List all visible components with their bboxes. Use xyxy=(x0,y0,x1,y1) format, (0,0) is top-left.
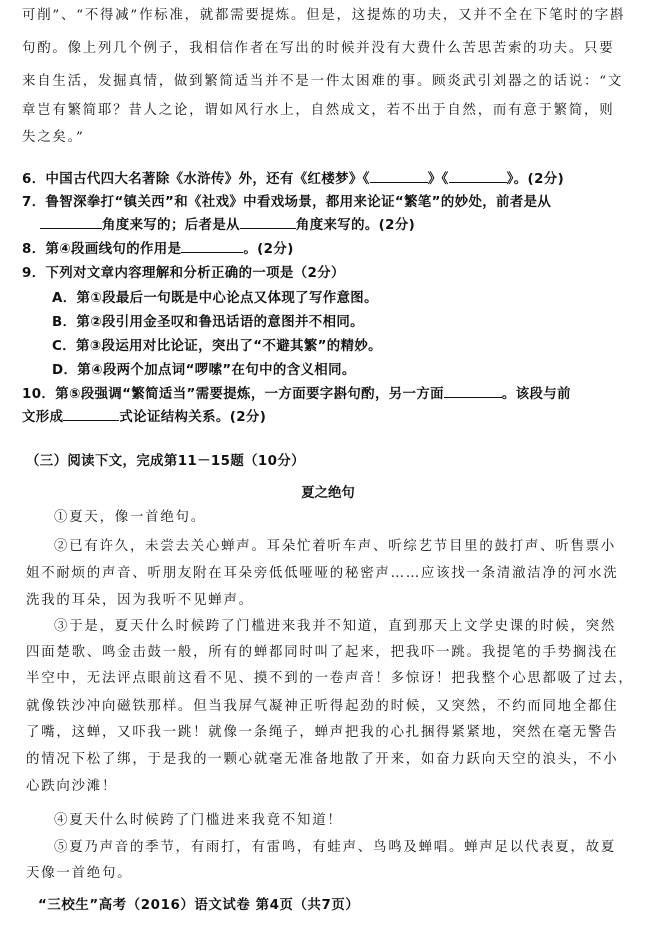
para-5-line: ⑤夏乃声音的季节，有雨打，有雷鸣，有蛙声、鸟鸣及蝉唱。蝉声足以代表夏，故夏 xyxy=(54,840,617,855)
passage-line: 章岂有繁简耶？昔人之论，谓如风行水上，自然成文，若不出于自然，而有意于繁简，则 xyxy=(22,103,615,118)
q6-blank-2[interactable] xyxy=(449,170,507,183)
page-footer: “三校生”高考（2016）语文试卷 第4页（共7页） xyxy=(38,898,360,913)
question-6 xyxy=(22,170,638,190)
para-3-line: 四面楚歌、鸣金击鼓一般，所有的蝉都同时叫了起来，把我吓一跳。我提笔的手势搁浅在 xyxy=(26,645,619,660)
para-3-line: 的情况下松了绑，于是我的一颗心就毫无准备地散了开来，如奋力跃向天空的浪头，不小 xyxy=(26,752,619,767)
q6-blank-1[interactable] xyxy=(370,170,428,183)
question-7-line1: 7．鲁智深拳打“镇关西”和《社戏》中看戏场景，都用来论证“繁笔”的妙处，前者是从 xyxy=(22,195,552,210)
passage-line: 句酌。像上列几个例子，我相信作者在写出的时候并没有大费什么苦思苦索的功夫。只要 xyxy=(22,41,615,56)
question-10-line1 xyxy=(22,385,638,405)
q10-pre: 10．第⑤段强调“繁简适当”需要提炼，一方面要字斟句酌，另一方面 xyxy=(22,387,444,402)
para-2-line: 洗我的耳朵，因为我听不见蝉声。 xyxy=(26,593,254,608)
para-3-line: 了嘴，这蝉，又吓我一跳！就像一条绳子，蝉声把我的心扎捆得紧紧地，突然在毫无警告 xyxy=(26,725,619,740)
passage-line: 来自生活，发掘真情，做到繁简适当并不是一件太困难的事。顾炎武引刘器之的话说：“文 xyxy=(22,74,624,89)
question-10-line2 xyxy=(22,408,638,428)
q8-post: 。(2分) xyxy=(243,242,294,257)
question-8 xyxy=(22,240,638,260)
q7-blank-1[interactable] xyxy=(40,216,102,229)
q8-blank[interactable] xyxy=(181,240,243,253)
article-title: 夏之绝句 xyxy=(301,486,355,501)
para-3-line: 半空中，无法评点眼前这看不见、摸不到的一卷声音！多惊讶！把我整个心思都吸了过去， xyxy=(26,671,634,686)
q6-pre: 6．中国古代四大名著除《水浒传》外，还有《红楼梦》《 xyxy=(22,172,370,187)
passage-line: 失之矣。” xyxy=(22,130,85,145)
para-4: ④夏天什么时候跨了门槛进来我竟不知道！ xyxy=(54,813,343,828)
para-2-line: ②已有许久，未尝去关心蝉声。耳朵忙着听车声、听综艺节目里的鼓打声、听售票小 xyxy=(54,539,617,554)
q6-mid: 》《 xyxy=(427,172,449,187)
question-9-stem: 9．下列对文章内容理解和分析正确的一项是（2分） xyxy=(22,266,345,281)
q9-option-b[interactable]: B．第②段引用金圣叹和鲁迅话语的意图并不相同。 xyxy=(52,315,364,330)
q10-line2-pre: 文形成 xyxy=(22,410,64,425)
q6-post: 》。(2分) xyxy=(506,172,565,187)
para-5-line: 天像一首绝句。 xyxy=(26,866,133,881)
section-heading: （三）阅读下文，完成第11－15题（10分） xyxy=(26,454,305,469)
q7-a: 角度来写的；后者是从 xyxy=(102,218,240,233)
para-2-line: 姐不耐烦的声音、听朋友附在耳朵旁低低哑哑的秘密声……应该找一条清澈洁净的河水洗 xyxy=(26,566,619,581)
q7-b: 角度来写的。(2分) xyxy=(295,218,416,233)
q10-line2-post: 式论证结构关系。(2分) xyxy=(119,410,267,425)
q9-option-c[interactable]: C．第③段运用对比论证，突出了“不避其繁”的精妙。 xyxy=(52,339,382,354)
passage-line: 可削”、“不得减”作标准，就都需要提炼。但是，这提炼的功夫，又并不全在下笔时的字斟 xyxy=(22,8,626,23)
q10-blank-2[interactable] xyxy=(63,408,119,421)
para-1: ①夏天，像一首绝句。 xyxy=(54,510,206,525)
para-3-line: ③于是，夏天什么时候跨了门槛进来我并不知道，直到那天上文学史课的时候，突然 xyxy=(54,619,617,634)
q8-pre: 8．第④段画线句的作用是 xyxy=(22,242,182,257)
para-3-line: 心跌向沙滩！ xyxy=(26,779,118,794)
para-3-line: 就像铁沙冲向磁铁那样。但当我屏气凝神正听得起劲的时候，又突然，不约而同地全都住 xyxy=(26,699,619,714)
question-7-line2 xyxy=(44,216,638,236)
q10-post: 。该段与前 xyxy=(501,387,571,402)
q9-option-a[interactable]: A．第①段最后一句既是中心论点又体现了写作意图。 xyxy=(52,291,378,306)
q10-blank-1[interactable] xyxy=(444,385,502,398)
q9-option-d[interactable]: D．第④段两个加点词“啰嗦”在句中的含义相同。 xyxy=(52,363,356,378)
q7-blank-2[interactable] xyxy=(240,216,296,229)
